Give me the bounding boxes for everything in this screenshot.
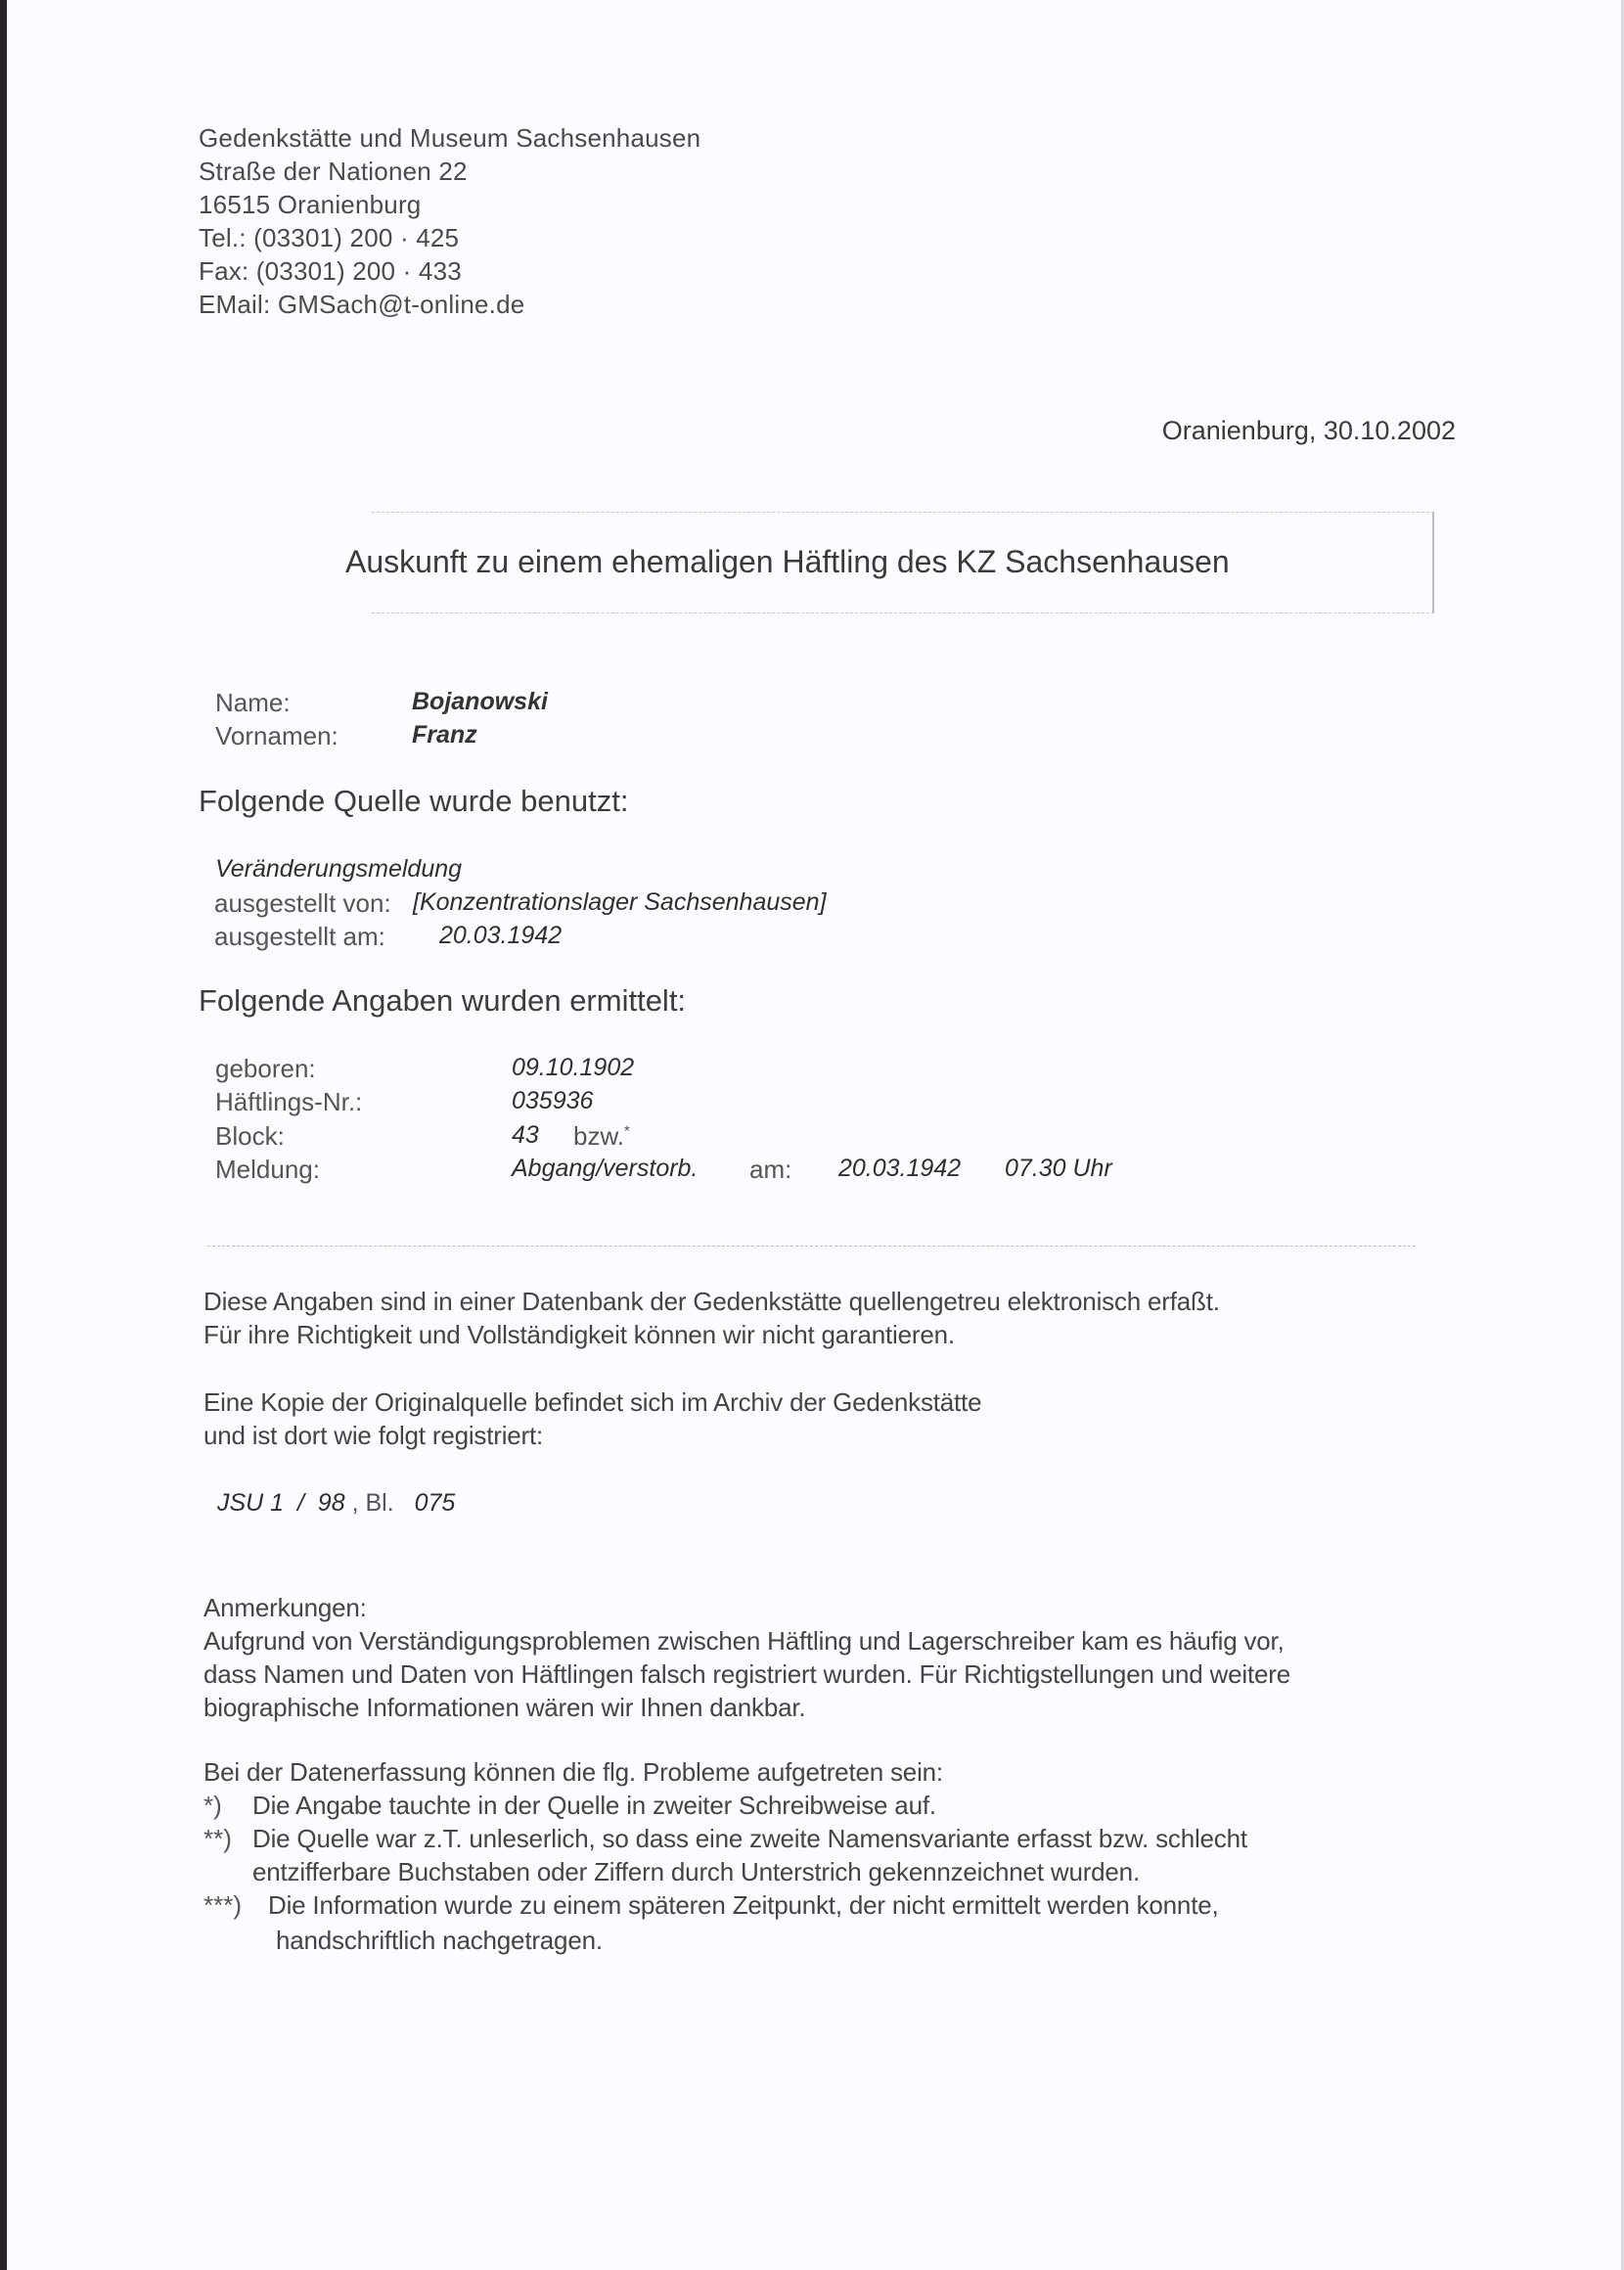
reference-signature: JSU 1 / 98	[217, 1489, 345, 1517]
block-alt-suffix	[573, 1121, 630, 1152]
disclaimer-line-2: Für ihre Richtigkeit und Vollständigkeit können wir nicht garantieren.	[203, 1320, 955, 1349]
reference-sheet-label: , Bl.	[344, 1489, 401, 1517]
section-divider	[207, 1246, 1416, 1247]
findings-heading: Folgende Angaben wurden ermittelt:	[199, 983, 687, 1018]
reference-sheet-number: 075	[414, 1489, 456, 1517]
prisoner-number-value: 035936	[512, 1087, 594, 1114]
born-label: geboren:	[215, 1054, 316, 1083]
problem-marker-2: **)	[203, 1824, 232, 1853]
archive-reference	[217, 1489, 455, 1518]
first-name-value: Franz	[412, 721, 477, 749]
report-value: Abgang/verstorb.	[512, 1155, 699, 1182]
sender-institution: Gedenkstätte und Museum Sachsenhausen	[199, 123, 701, 153]
born-value: 09.10.1902	[512, 1054, 635, 1081]
footnote-mark: *	[624, 1122, 630, 1140]
problem-2-line-2: entzifferbare Buchstaben oder Ziffern durch Unterstrich gekennzeichnet wurden.	[252, 1857, 1140, 1886]
remarks-line-2: dass Namen und Daten von Häftlingen falsch registriert wurden. Für Richtigstellungen und weitere	[203, 1659, 1290, 1689]
remarks-line-1: Aufgrund von Verständigungsproblemen zwischen Häftling und Lagerschreiber kam es häufig vor,	[203, 1626, 1285, 1656]
issued-on-label: ausgestellt am:	[214, 922, 385, 951]
problem-3-line-1: Die Information wurde zu einem späteren Zeitpunkt, der nicht ermittelt werden konnte,	[268, 1890, 1219, 1920]
report-label: Meldung:	[215, 1155, 320, 1184]
date-line: Oranienburg, 30.10.2002	[1161, 416, 1456, 445]
problem-3-line-2: handschriftlich nachgetragen.	[276, 1926, 603, 1955]
block-label: Block:	[215, 1121, 285, 1151]
document-title: Auskunft zu einem ehemaligen Häftling des KZ Sachsenhausen	[345, 544, 1230, 579]
remarks-heading: Anmerkungen:	[203, 1593, 367, 1622]
sender-tel: Tel.: (03301) 200 · 425	[199, 223, 460, 252]
problem-marker-3: ***)	[203, 1890, 243, 1920]
prisoner-number-label: Häftlings-Nr.:	[215, 1087, 363, 1116]
sender-fax: Fax: (03301) 200 · 433	[199, 256, 462, 286]
archive-line-2: und ist dort wie folgt registriert:	[203, 1421, 544, 1450]
report-am-label: am:	[749, 1155, 792, 1184]
first-name-label: Vornamen:	[215, 721, 338, 750]
source-document-type: Veränderungsmeldung	[215, 855, 463, 883]
block-value: 43	[512, 1121, 539, 1149]
sender-email: EMail: GMSach@t-online.de	[199, 290, 525, 319]
report-time: 07.30 Uhr	[1005, 1155, 1112, 1182]
problem-marker-1: *)	[203, 1791, 222, 1820]
archive-line-1: Eine Kopie der Originalquelle befindet sich im Archiv der Gedenkstätte	[203, 1387, 982, 1417]
sender-city: 16515 Oranienburg	[199, 190, 422, 219]
problem-2-line-1: Die Quelle war z.T. unleserlich, so dass eine zweite Namensvariante erfasst bzw. schlecht	[252, 1824, 1247, 1853]
issued-by-label: ausgestellt von:	[214, 888, 391, 918]
report-date: 20.03.1942	[838, 1155, 962, 1182]
block-alt-text: bzw.	[573, 1121, 625, 1151]
problem-1-line-1: Die Angabe tauchte in der Quelle in zweiter Schreibweise auf.	[252, 1791, 936, 1820]
disclaimer-line-1: Diese Angaben sind in einer Datenbank der Gedenkstätte quellengetreu elektronisch erfaßt.	[203, 1287, 1220, 1316]
name-label: Name:	[215, 688, 291, 717]
sender-street: Straße der Nationen 22	[199, 157, 468, 186]
issued-by-value: [Konzentrationslager Sachsenhausen]	[413, 888, 827, 916]
scan-edge-left	[0, 0, 7, 2270]
problems-intro: Bei der Datenerfassung können die flg. Probleme aufgetreten sein:	[203, 1757, 943, 1787]
remarks-line-3: biographische Informationen wären wir Ihnen dankbar.	[203, 1693, 806, 1722]
name-value: Bojanowski	[412, 688, 548, 715]
source-heading: Folgende Quelle wurde benutzt:	[199, 784, 629, 818]
issued-on-value: 20.03.1942	[439, 922, 563, 949]
